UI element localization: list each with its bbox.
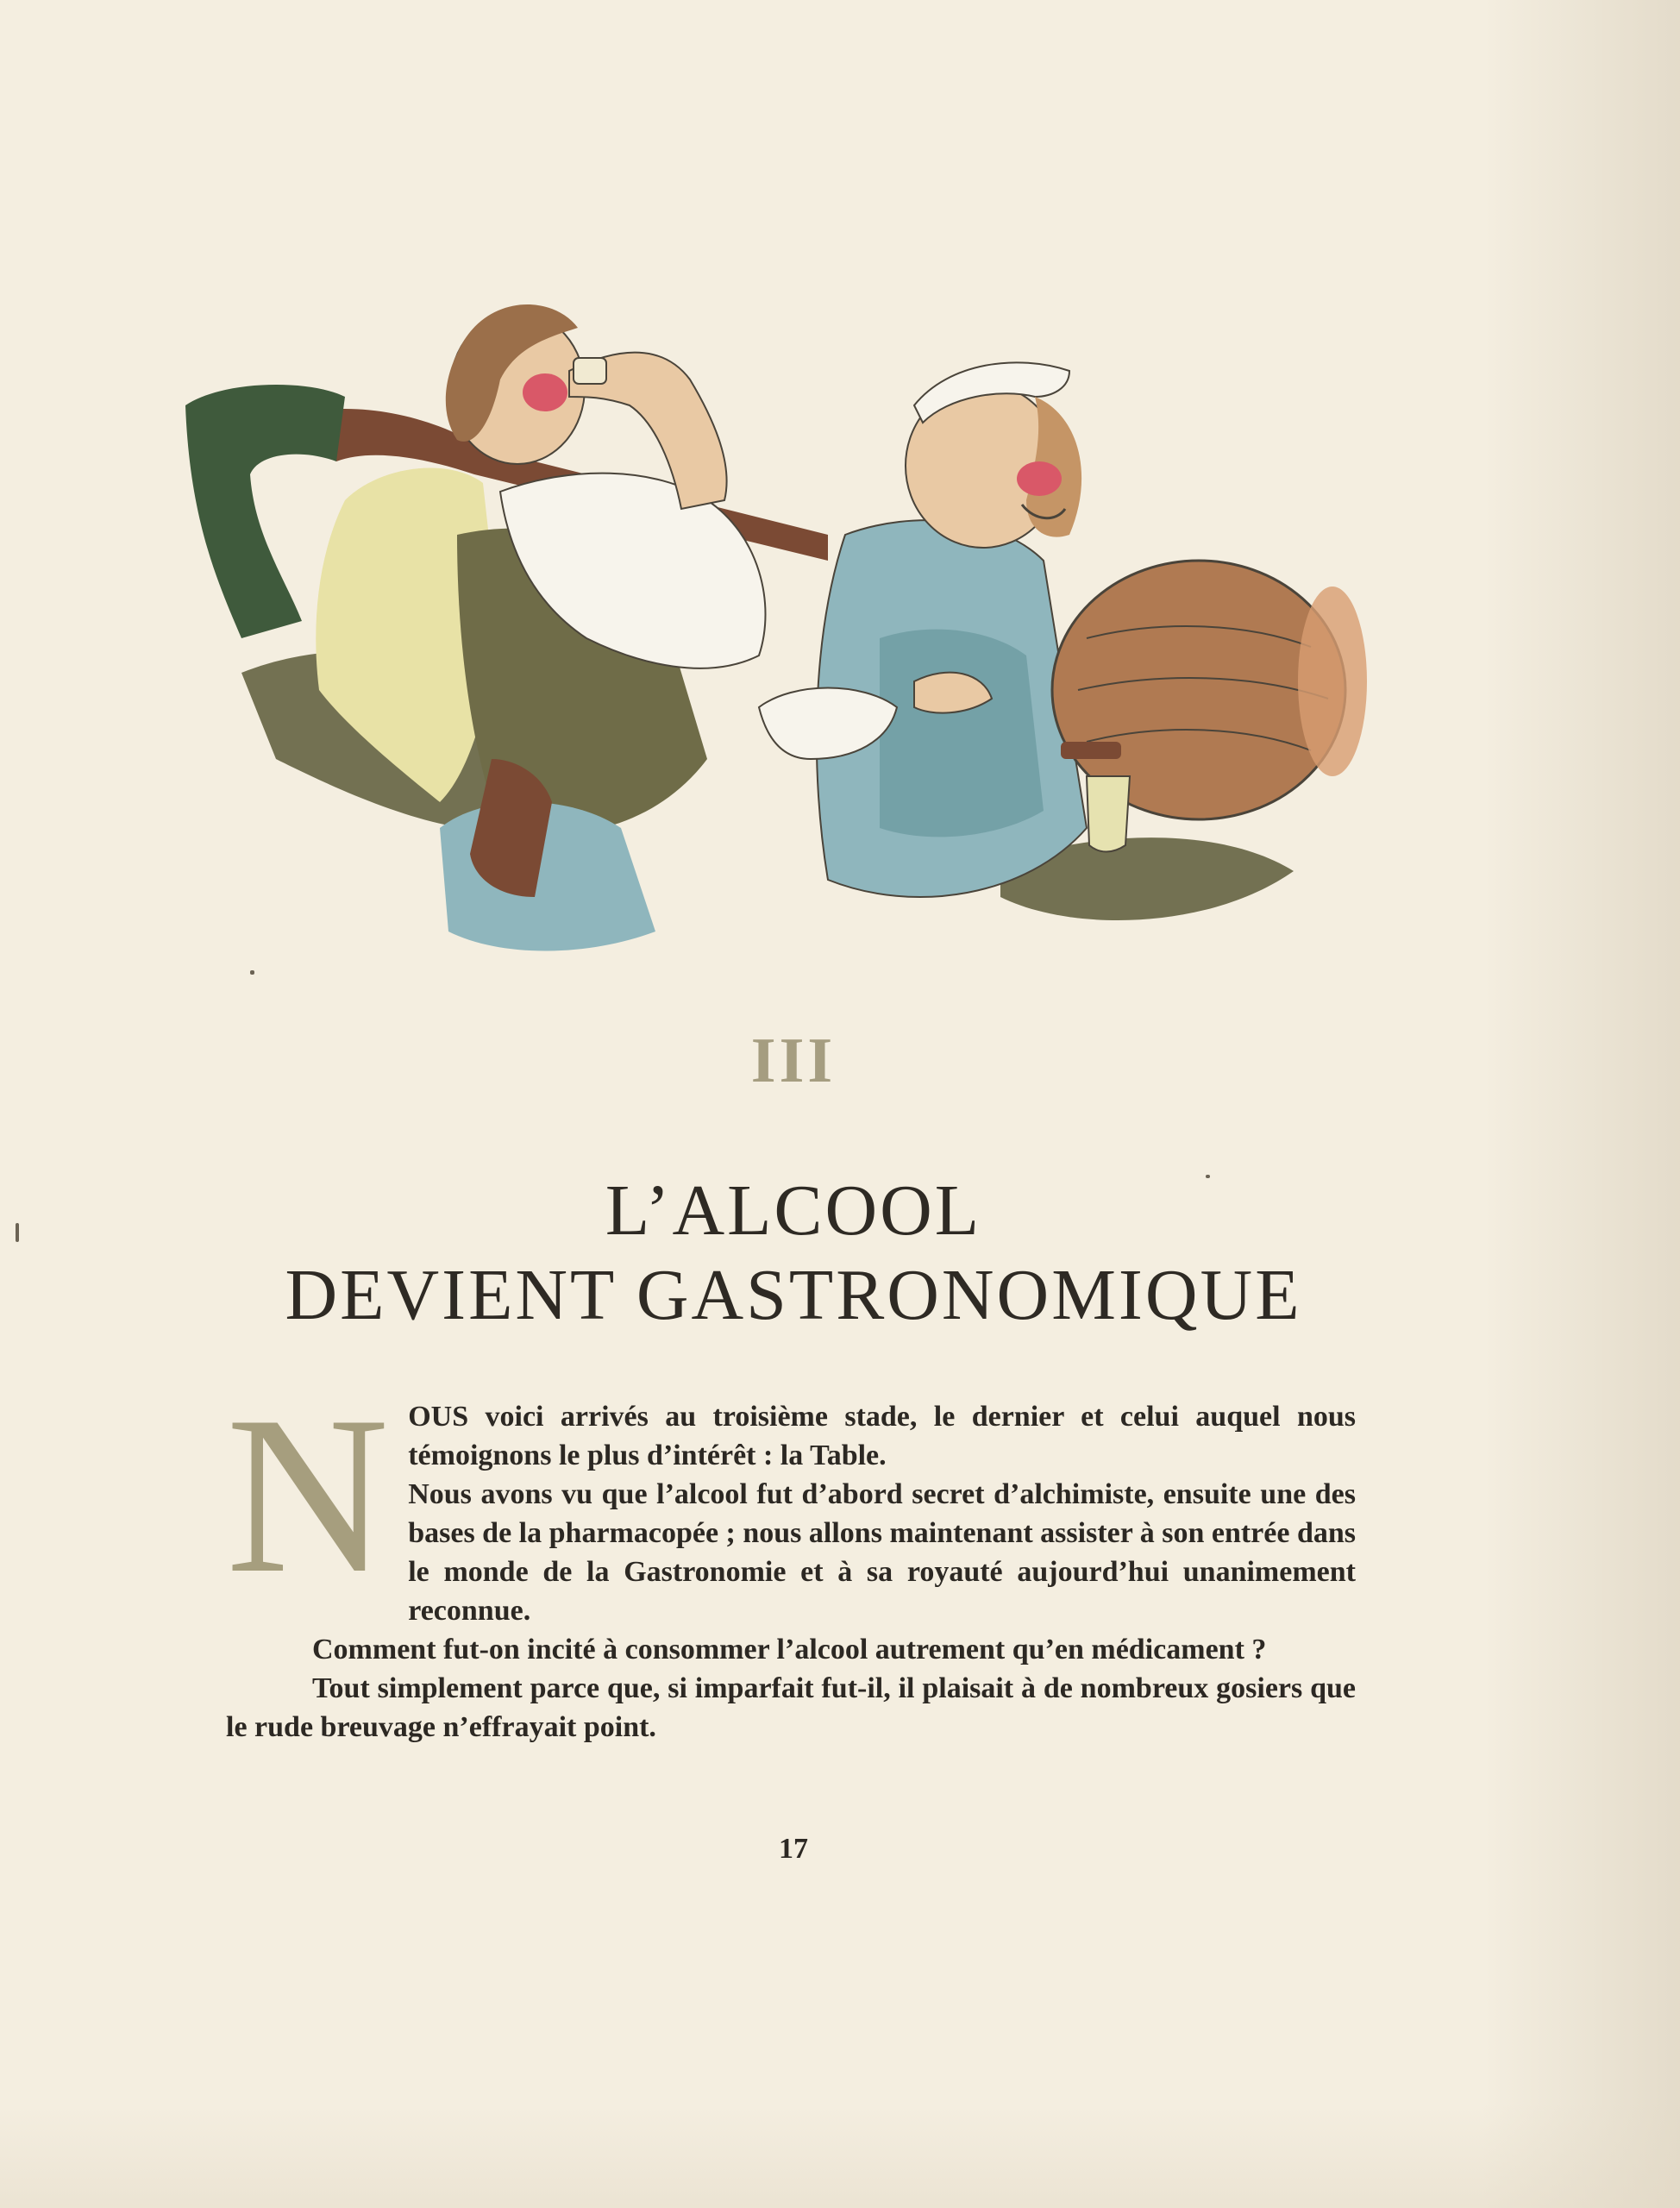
left-cheek [523, 373, 567, 411]
chapter-title [0, 1169, 1587, 1338]
drop-cap: N [226, 1370, 390, 1620]
chapter-title-line-1: L’ALCOOL [605, 1170, 982, 1251]
paragraph: Tout simplement parce que, si imparfait fut-il, il plaisait à de nombreux gosiers que le rude breuvage n’effrayait point. [226, 1672, 1356, 1743]
page-bottom-shadow [0, 2104, 1680, 2208]
right-apron-shade [880, 630, 1044, 837]
barrel-end [1298, 586, 1367, 776]
page-number: 17 [779, 1833, 808, 1865]
right-cheek [1017, 461, 1062, 496]
page-edge-shadow [1482, 0, 1680, 2208]
chapter-illustration [172, 276, 1380, 966]
paragraph-opening: OUS voici arrivés au troisième stade, le dernier et celui auquel nous témoignons le plus d’intérêt : la Table. [408, 1401, 1356, 1471]
drinking-cup [574, 358, 606, 384]
paper-speck [250, 970, 254, 975]
chapter-number: III [750, 1026, 837, 1096]
barrel-tap [1061, 742, 1121, 759]
chapter-body [226, 1370, 1356, 1747]
tap-glass [1087, 776, 1130, 852]
paragraph: Nous avons vu que l’alcool fut d’abord secret d’alchimiste, ensuite une des bases de la pharmacopée ; nous allons maintenant assister à son entrée dans le monde de la Gastronomie et à sa royauté aujourd’hui unanimement reconnue. [408, 1478, 1356, 1627]
chapter-title-line-2: DEVIENT GASTRONOMIQUE [285, 1255, 1302, 1335]
paragraph: Comment fut-on incité à consommer l’alcool autrement qu’en médicament ? [312, 1634, 1267, 1665]
